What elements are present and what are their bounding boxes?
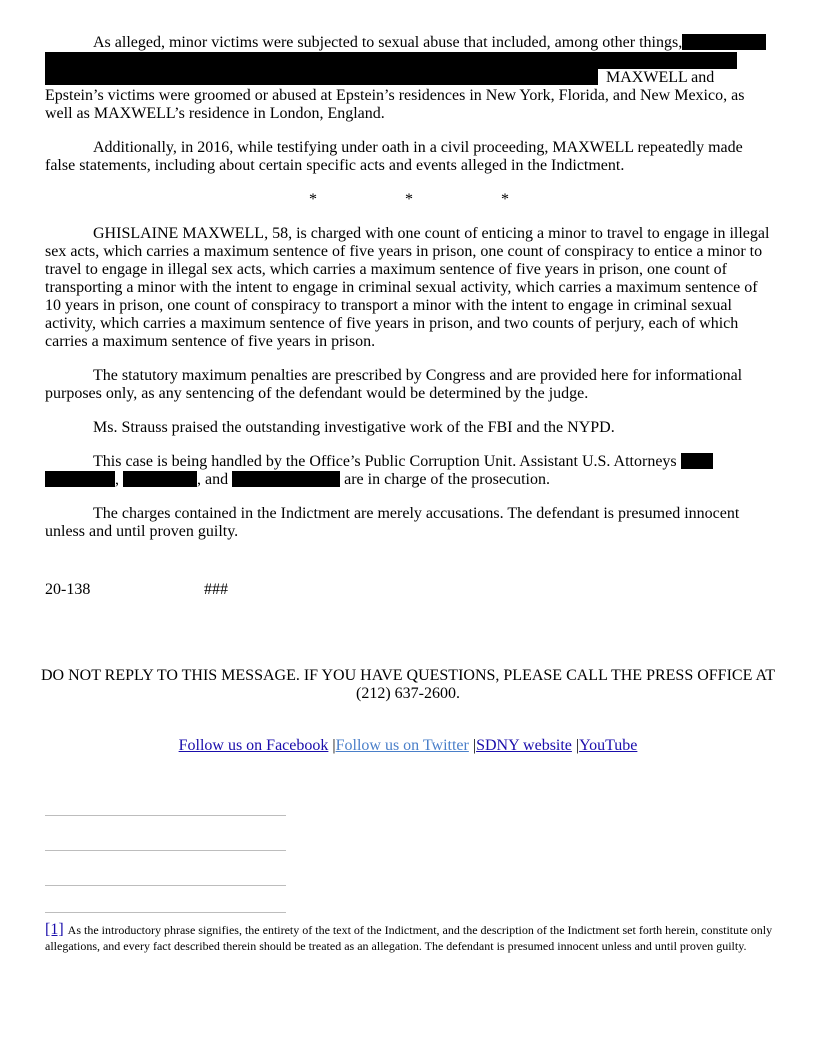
divider-rule <box>45 815 286 816</box>
facebook-link[interactable]: Follow us on Facebook <box>178 737 329 754</box>
paragraph-allegations <box>45 34 773 52</box>
link-separator: | <box>571 737 580 754</box>
paragraph-text: MAXWELL and <box>606 69 715 86</box>
paragraph-perjury: Additionally, in 2016, while testifying under oath in a civil proceeding, MAXWELL repeatedly made false statements, including about certain specific acts and events alleged in the Indictment. <box>45 139 743 174</box>
divider-star: * <box>309 191 317 208</box>
social-links <box>0 737 816 755</box>
paragraph-penalties: The statutory maximum penalties are prescribed by Congress and are provided here for informational purposes only, as any sentencing of the defendant would be determined by the judge. <box>45 367 743 402</box>
press-release-body <box>45 34 773 541</box>
divider-rule <box>45 850 286 851</box>
redaction-block <box>123 471 197 487</box>
link-separator: | <box>328 737 336 754</box>
redaction-block <box>45 52 737 69</box>
paragraph-prosecutors <box>45 453 773 489</box>
paragraph-text: As alleged, minor victims were subjected to sexual abuse that included, among other things, <box>93 34 683 51</box>
redaction-block <box>45 69 598 85</box>
footnote-reference-link[interactable]: [1] <box>45 921 64 938</box>
release-number: 20-138 <box>45 581 91 598</box>
link-separator: | <box>468 737 477 754</box>
website-link[interactable]: SDNY website <box>476 737 572 754</box>
paragraph-text: , and <box>197 471 229 488</box>
footnote-text: As the introductory phrase signifies, the entirety of the text of the Indictment, and the description of the Indictment set forth herein, constitute only allegations, and every fact described therein should be treated as an allegation. The defendant is presumed innocent unless and until proven guilty. <box>45 923 773 953</box>
paragraph-praise: Ms. Strauss praised the outstanding investigative work of the FBI and the NYPD. <box>93 419 615 436</box>
end-marker: ### <box>204 581 228 598</box>
redaction-block <box>682 34 766 50</box>
redaction-block <box>681 453 713 469</box>
divider-star: * <box>501 191 509 208</box>
footnote <box>45 922 773 954</box>
paragraph-presumption: The charges contained in the Indictment are merely accusations. The defendant is presumed innocent unless and until proven guilty. <box>45 505 740 540</box>
divider-rule <box>45 912 286 913</box>
paragraph-charges: GHISLAINE MAXWELL, 58, is charged with one count of enticing a minor to travel to engage in illegal sex acts, which carries a maximum sentence of five years in prison, one count of conspiracy to entice a minor to travel to engage in illegal sex acts, which carries a maximum sentence of five years in prison, one count of transporting a minor with the intent to engage in criminal sexual activity, which carries a maximum sentence of 10 years in prison, one count of conspiracy to transport a minor with the intent to engage in criminal sexual activity, which carries a maximum sentence of five years in prison, and two counts of perjury, each of which carries a maximum sentence of five years in prison. <box>45 225 770 350</box>
redaction-block <box>45 471 115 487</box>
divider-star: * <box>405 191 413 208</box>
twitter-link[interactable]: Follow us on Twitter <box>335 737 469 754</box>
redaction-block <box>232 471 340 487</box>
paragraph-text: This case is being handled by the Office’s Public Corruption Unit. Assistant U.S. Attorneys <box>93 453 677 470</box>
paragraph-text: , <box>115 471 119 488</box>
paragraph-text: Epstein’s victims were groomed or abused at Epstein’s residences in New York, Florida, and New Mexico, as well as MAXWELL’s residence in London, England. <box>45 87 745 122</box>
paragraph-allegations-cont <box>45 69 773 123</box>
press-office-notice: DO NOT REPLY TO THIS MESSAGE. IF YOU HAVE QUESTIONS, PLEASE CALL THE PRESS OFFICE AT (212) 637-2600. <box>40 667 776 702</box>
youtube-link[interactable]: YouTube <box>579 737 638 754</box>
divider-rule <box>45 885 286 886</box>
section-divider <box>45 191 773 209</box>
paragraph-text: are in charge of the prosecution. <box>340 471 550 488</box>
